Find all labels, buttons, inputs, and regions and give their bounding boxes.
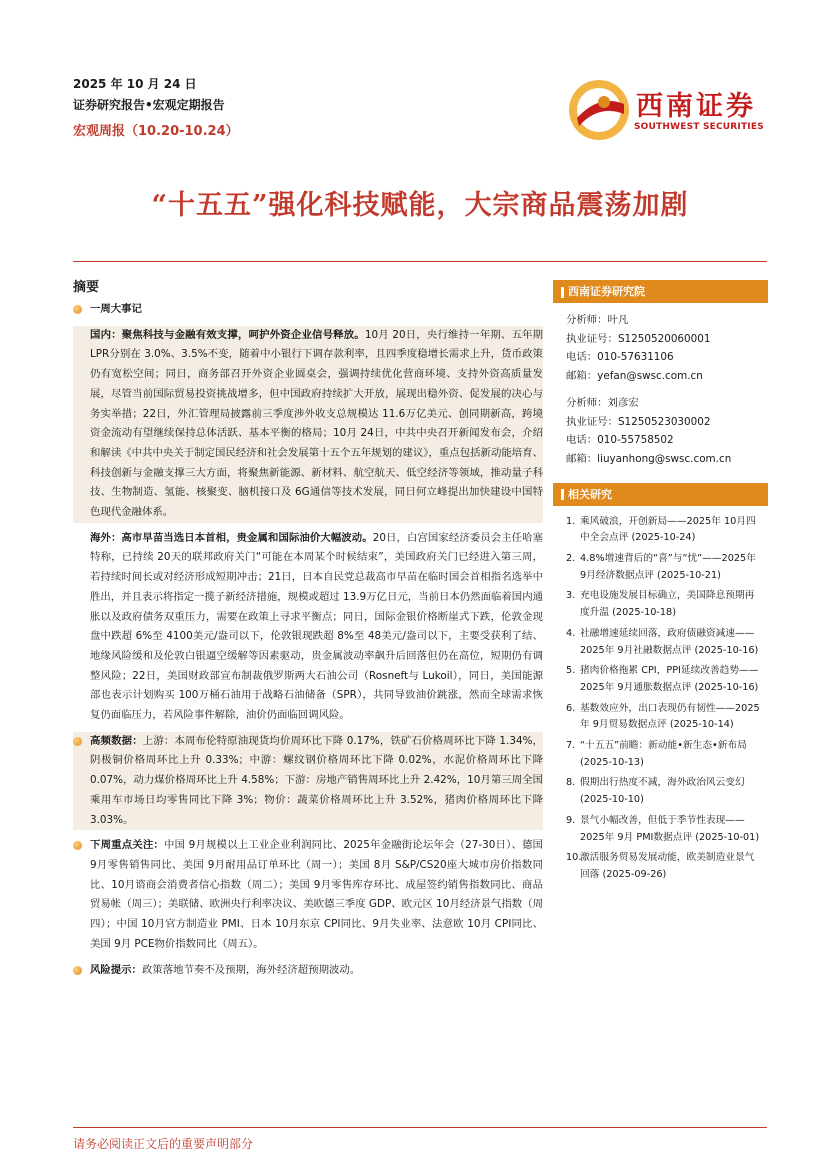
related-item[interactable]: 8. 假期出行热度不减，海外政治风云变幻 (2025-10-10) — [566, 777, 745, 806]
report-type: 证券研究报告•宏观定期报告 — [73, 98, 225, 112]
analyst-name: 分析师：刘彦宏 — [566, 396, 639, 409]
heading-bar-icon — [561, 287, 564, 298]
overseas-paragraph — [73, 529, 543, 726]
analyst-phone: 电话：010-55758502 — [566, 434, 674, 447]
title-divider — [73, 261, 767, 262]
related-item[interactable]: 9. 景气小幅改善，但低于季节性表现——2025年 9月 PMI数据点评 (2025-10-01) — [566, 814, 760, 843]
next-week-lead: 下周重点关注： — [90, 839, 164, 852]
risk-lead: 风险提示： — [90, 963, 142, 976]
analyst-info — [553, 303, 768, 469]
analyst-email[interactable]: 邮箱：yefan@swsc.com.cn — [566, 370, 703, 383]
next-week-section — [73, 836, 543, 954]
week-events-heading: 一周大事记 — [90, 303, 142, 315]
logo-text-en: SOUTHWEST SECURITIES — [634, 122, 764, 132]
bullet-icon — [73, 305, 82, 314]
related-item[interactable]: 10. 激活服务贸易发展动能，欧美制造业景气回落 (2025-09-26) — [566, 852, 755, 880]
risk-section — [73, 961, 543, 981]
high-freq-lead: 高频数据： — [90, 734, 143, 747]
related-heading-text: 相关研究 — [568, 487, 612, 501]
summary-heading: 摘要 — [73, 280, 100, 295]
overseas-lead: 海外：高市早苗当选日本首相，贵金属和国际油价大幅波动。 — [90, 531, 373, 544]
footer-divider — [73, 1127, 767, 1128]
domestic-text: 10月 20日，央行维持一年期、五年期 LPR分别在 3.0%、3.5%不变，随着中小银行下调存款利率，且四季度稳增长需求上升，货币政策仍有宽松空间；同日，商务部召开外资企业圆桌会，强调持续优化营商环境、支持外资高质量发展，尽管当前国际贸易投资挑战增多，但中国政府持续扩大开放，展现出稳外资、促发展的决心与务实举措；22日，外汇管理局披露前三季度涉外收支总规模达 11.6万亿美元、创同期新高，跨境资金流动有望继续保持总体活跃、基本平衡的格局；10月 24日，中共中央召开新闻发布会，介绍和解读《中共中央关于制定国民经济和社会发展第十五个五年规划的建议》，重点包括新动能培育、科技创新与金融支撑三大方面，将聚焦新能源、新材料、航空航天、低空经济等领域，推动量子科技、生物制造、氢能、核聚变、脑机接口及 6G通信等技术发展，同日何立峰提出加快建设中国特色现代金融体系。 — [90, 328, 543, 519]
related-item[interactable]: 1. 乘风破浪，开创新局——2025年 10月四中全会点评 (2025-10-24) — [566, 515, 756, 544]
related-heading — [553, 483, 768, 506]
analyst-name: 分析师：叶凡 — [566, 314, 629, 326]
week-events-section — [73, 300, 543, 320]
footer-disclaimer[interactable]: 请务必阅读正文后的重要声明部分 — [73, 1137, 254, 1151]
logo-text-cn: 西南证券 — [636, 91, 756, 122]
related-list — [553, 506, 768, 884]
bullet-icon — [73, 737, 82, 746]
related-item[interactable]: 3. 充电设施发展目标确立，美国降息预期再度升温 (2025-10-18) — [566, 590, 755, 619]
heading-bar-icon — [561, 489, 564, 500]
sidebar — [553, 280, 768, 888]
related-item[interactable]: 6. 基数效应外，出口表现仍有韧性——2025年 9月贸易数据点评 (2025-10-14) — [566, 702, 760, 731]
bullet-icon — [73, 966, 82, 975]
report-series: 宏观周报（10.20-10.24） — [73, 124, 239, 139]
related-item[interactable]: 5. 猪肉价格拖累 CPI，PPI延续改善趋势——2025年 9月通胀数据点评 (2025-10-16) — [566, 665, 759, 693]
institute-heading — [553, 280, 768, 303]
summary-column — [73, 300, 543, 986]
high-freq-section — [73, 732, 543, 831]
domestic-lead: 国内：聚焦科技与金融有效支撑，呵护外资企业信号释放。 — [90, 328, 365, 341]
next-week-text: 中国 9月规模以上工业企业利润同比、2025年金融街论坛年会（27-30日）、德国 9月零售销售同比、美国 9月耐用品订单环比（周一）；美国 8月 S&P/CS20座大城市房价指数同比、10月谘商会消费者信心指数（周二）；美国 9月零售库存环比、成屋签约销售指数同比、商品贸易帐（周三）；美联储、欧洲央行利率决议、美欧德三季度 GDP、欧元区 10月经济景气指数（周四）；中国 10月官方制造业 PMI、日本 10月东京 CPI同比、9月失业率、法意欧 10月 CPI同比、美国 9月 PCE物价指数同比（周五）。 — [90, 839, 543, 950]
risk-text: 政策落地节奏不及预期，海外经济超预期波动。 — [141, 963, 361, 976]
page-title: “十五五”强化科技赋能，大宗商品震荡加剧 — [151, 190, 689, 221]
related-item[interactable]: 7. “十五五”前瞻：新动能•新生态•新布局 (2025-10-13) — [566, 740, 747, 768]
domestic-paragraph — [73, 326, 543, 523]
report-date: 2025 年 10 月 24 日 — [73, 77, 197, 91]
overseas-text: 20日，白宫国家经济委员会主任哈塞特称，已持续 20天的联邦政府关门“可能在本周某个时候结束”，美国政府关门已经进入第三周，若持续时间长或对经济形成短期冲击；21日，日本自民党总裁高市早苗在临时国会首相指名选举中胜出，并且表示将指定一揽子新经济措施，规模或超过 13.9万亿日元，当前日本仍然面临着国内通胀以及政府债务双重压力，需要在政策上寻求平衡点；同日，国际金银价格断崖式下跌，伦敦金现盘中跌超 6%至 4100美元/盎司以下，伦敦银现跌超 8%至 48美元/盎司以下，主要受获利了结、地缘风险缓和及伦敦白银逼空缓解等因素驱动，贵金属波动率飙升后回落但仍在高位，短期仍有调整风险；22日，美国财政部宣布制裁俄罗斯两大石油公司（Rosneft与 Lukoil），同日，美国能源部也表示计划购买 100万桶石油用于战略石油储备（SPR），共同导致油价跳涨，然而全球需求恢复仍面临压力，若风险事件解除，油价仍面临回调风险。 — [90, 531, 543, 722]
related-item[interactable]: 2. 4.8%增速背后的“喜”与“忧”——2025年 9月经济数据点评 (2025-10-21) — [566, 553, 756, 581]
bullet-icon — [73, 841, 82, 850]
high-freq-text: 上游：本周布伦特原油现货均价周环比下降 0.17%，铁矿石价格周环比下降 1.34%，阴极铜价格周环比上升 0.33%；中游：螺纹钢价格周环比下降 0.02%，水泥价格周环比下降 0.07%，动力煤价格周环比上升 4.58%；下游：房地产销售周环比上升 2.42%，10月第三周全国乘用车市场日均零售同比下降 3%；物价：蔬菜价格周环比上升 3.52%，猪肉价格周环比下降 3.03%。 — [90, 734, 543, 826]
institute-heading-text: 西南证券研究院 — [568, 285, 645, 298]
analyst-phone: 电话：010-57631106 — [566, 351, 674, 364]
analyst-license: 执业证号：S1250523030002 — [566, 415, 711, 428]
analyst-license: 执业证号：S1250520060001 — [566, 332, 711, 345]
related-item[interactable]: 4. 社融增速延续回落，政府债融资减速——2025年 9月社融数据点评 (2025-10-16) — [566, 627, 759, 656]
analyst-email[interactable]: 邮箱：liuyanhong@swsc.com.cn — [566, 452, 732, 465]
